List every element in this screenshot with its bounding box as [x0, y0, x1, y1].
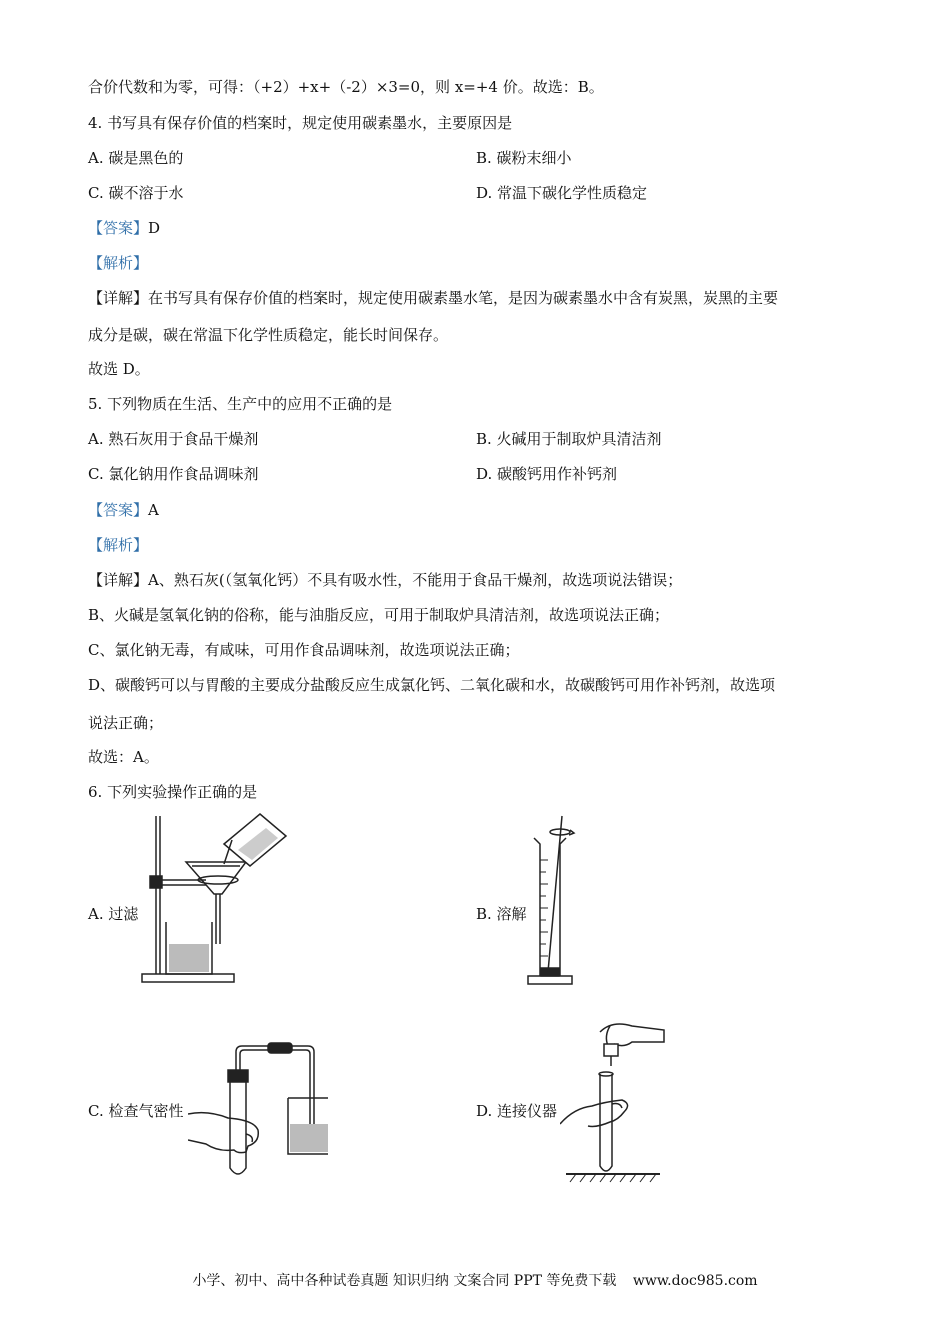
connect-apparatus-figure — [560, 1018, 670, 1184]
q5-detail-c: C、氯化钠无毒，有咸味，可用作食品调味剂，故选项说法正确； — [88, 641, 520, 659]
q5-detail-d1: D、碳酸钙可以与胃酸的主要成分盐酸反应生成氯化钙、二氧化碳和水，故碳酸钙可用作补钙剂，故选项 — [88, 676, 776, 694]
dissolving-figure — [526, 810, 586, 988]
q5-answer-value: A — [148, 501, 159, 519]
q5-stem: 5. 下列物质在生活、生产中的应用不正确的是 — [88, 395, 393, 413]
q5-option-a: A. 熟石灰用于食品干燥剂 — [88, 430, 259, 448]
intro-line: 合价代数和为零，可得：（+2）+x+（-2）×3=0，则 x=+4 价。故选：B。 — [88, 78, 604, 96]
q5-option-c: C. 氯化钠用作食品调味剂 — [88, 465, 259, 483]
airtightness-figure — [188, 1034, 328, 1184]
q4-detail-1 — [88, 287, 778, 308]
q5-option-b: B. 火碱用于制取炉具清洁剂 — [476, 430, 662, 448]
q4-option-a: A. 碳是黑色的 — [88, 149, 184, 167]
q4-option-c: C. 碳不溶于水 — [88, 184, 184, 202]
q4-option-d: D. 常温下碳化学性质稳定 — [476, 184, 648, 202]
q4-answer-value: D — [148, 219, 161, 237]
q6-option-a: A. 过滤 — [88, 905, 139, 923]
q5-analysis-tag: 【解析】 — [88, 536, 149, 554]
q4-conclusion: 故选 D。 — [88, 360, 150, 378]
q4-stem: 4. 书写具有保存价值的档案时，规定使用碳素墨水，主要原因是 — [88, 114, 513, 132]
filtration-figure — [138, 810, 288, 990]
q5-conclusion: 故选：A。 — [88, 748, 159, 766]
footer-text: 小学、初中、高中各种试卷真题 知识归纳 文案合同 PPT 等免费下载 — [192, 1273, 617, 1289]
q5-detail-a — [88, 569, 682, 590]
q6-option-d: D. 连接仪器 — [476, 1102, 558, 1120]
q6-stem: 6. 下列实验操作正确的是 — [88, 783, 258, 801]
q4-detail-2: 成分是碳，碳在常温下化学性质稳定，能长时间保存。 — [88, 326, 449, 344]
q5-answer-tag: 【答案】 — [88, 501, 149, 519]
q5-answer — [88, 499, 159, 520]
footer-url[interactable]: www.doc985.com — [632, 1273, 758, 1289]
q4-detail-tag: 【详解】 — [88, 289, 149, 307]
q5-detail-text-a: A、熟石灰(（氢氧化钙）不具有吸水性，不能用于食品干燥剂，故选项说法错误； — [148, 571, 683, 589]
q6-option-b: B. 溶解 — [476, 905, 527, 923]
q5-detail-b: B、火碱是氢氧化钠的俗称，能与油脂反应，可用于制取炉具清洁剂，故选项说法正确； — [88, 606, 670, 624]
q4-detail-text-1: 在书写具有保存价值的档案时，规定使用碳素墨水笔，是因为碳素墨水中含有炭黑，炭黑的主要 — [148, 289, 779, 307]
q4-option-b: B. 碳粉末细小 — [476, 149, 572, 167]
q5-detail-d2: 说法正确； — [88, 714, 164, 732]
q6-option-c: C. 检查气密性 — [88, 1102, 184, 1120]
page-footer — [0, 1270, 950, 1290]
q4-answer — [88, 217, 160, 238]
q5-option-d: D. 碳酸钙用作补钙剂 — [476, 465, 618, 483]
q4-analysis-tag: 【解析】 — [88, 254, 149, 272]
q5-detail-tag: 【详解】 — [88, 571, 149, 589]
q4-answer-tag: 【答案】 — [88, 219, 149, 237]
